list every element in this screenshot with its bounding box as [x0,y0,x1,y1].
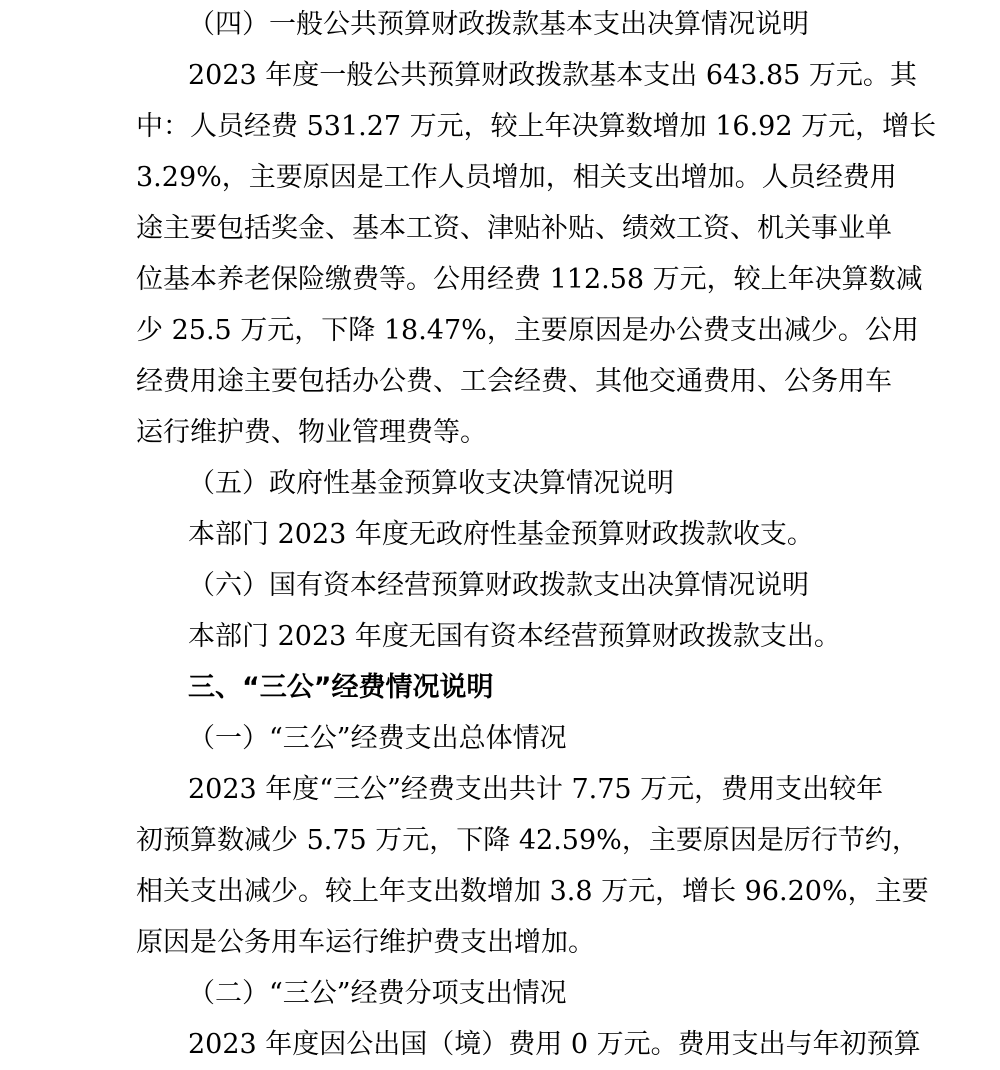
paragraph-line: 途主要包括奖金、基本工资、津贴补贴、绩效工资、机关事业单 [136,213,892,244]
section-heading-6: （六）国有资本经营预算财政拨款支出决算情况说明 [188,570,809,601]
paragraph-line: 3.29%，主要原因是工作人员增加，相关支出增加。人员经费用 [136,162,897,193]
paragraph-line: 相关支出减少。较上年支出数增加 3.8 万元，增长 96.20%，主要 [136,876,929,907]
section-heading-1: （一）“三公”经费支出总体情况 [188,723,567,754]
paragraph-line: 2023 年度一般公共预算财政拨款基本支出 643.85 万元。其 [188,60,917,91]
section-heading-2: （二）“三公”经费分项支出情况 [188,978,567,1009]
section-heading-5: （五）政府性基金预算收支决算情况说明 [188,468,674,499]
paragraph-line: 本部门 2023 年度无国有资本经营预算财政拨款支出。 [188,621,841,652]
paragraph-line: 中：人员经费 531.27 万元，较上年决算数增加 16.92 万元，增长 [136,111,937,142]
paragraph-line: 2023 年度“三公”经费支出共计 7.75 万元，费用支出较年 [188,774,884,805]
paragraph-line: 2023 年度因公出国（境）费用 0 万元。费用支出与年初预算 [188,1029,921,1060]
paragraph-line: 初预算数减少 5.75 万元，下降 42.59%，主要原因是厉行节约， [136,825,919,856]
paragraph-line: 位基本养老保险缴费等。公用经费 112.58 万元，较上年决算数减 [136,264,923,295]
paragraph-line: 本部门 2023 年度无政府性基金预算财政拨款收支。 [188,519,814,550]
chapter-heading-3: 三、“三公”经费情况说明 [188,672,494,703]
paragraph-line: 原因是公务用车运行维护费支出增加。 [136,927,595,958]
paragraph-line: 少 25.5 万元，下降 18.47%，主要原因是办公费支出减少。公用 [136,315,919,346]
section-heading-4: （四）一般公共预算财政拨款基本支出决算情况说明 [188,9,809,40]
paragraph-line: 运行维护费、物业管理费等。 [136,417,487,448]
paragraph-line: 经费用途主要包括办公费、工会经费、其他交通费用、公务用车 [136,366,892,397]
